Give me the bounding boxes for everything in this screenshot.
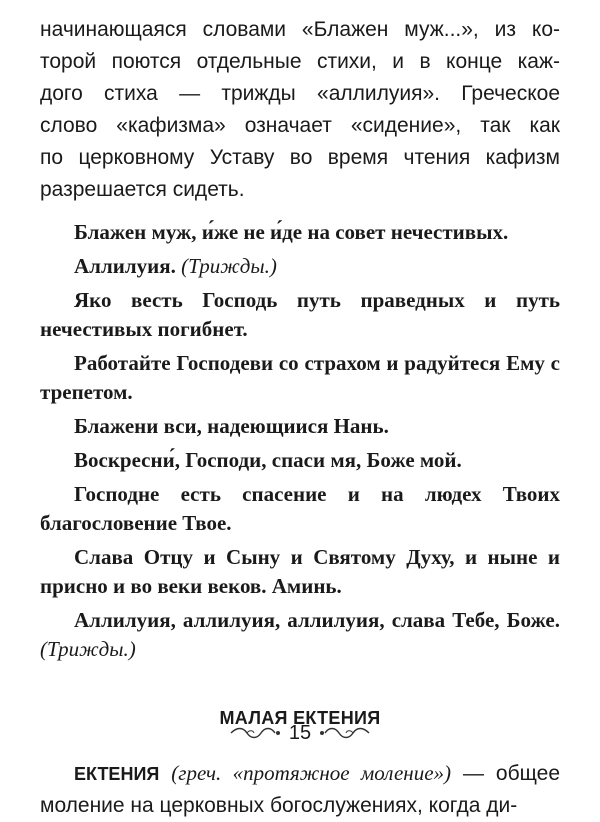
right-ornament-icon <box>319 726 371 740</box>
verse-text: Слава Отцу и Сыну и Святому Духу, и ныне и присно и во веки веков. Аминь. <box>40 545 560 598</box>
page-footer <box>0 720 600 746</box>
definition-text: — общее моление на церковных богослужениях, когда ди- <box>40 762 560 817</box>
verse <box>40 446 560 475</box>
verse <box>40 286 560 344</box>
intro-paragraph <box>40 14 560 206</box>
page-number: 15 <box>288 721 312 744</box>
verse-rubric: (Трижды.) <box>40 637 136 661</box>
verse <box>40 606 560 664</box>
verse <box>40 480 560 538</box>
verse <box>40 412 560 441</box>
verse <box>40 543 560 601</box>
verse-text: Блажен муж, и́же не и́де на совет нечестивых. <box>74 220 509 244</box>
verse-text: Воскресни́, Господи, спаси мя, Боже мой. <box>74 448 462 472</box>
verse-text: Блажени вси, надеющиися Нань. <box>74 414 389 438</box>
verse-text: Господне есть спасение и на людех Твоих благословение Твое. <box>40 482 560 535</box>
left-ornament-icon <box>229 726 281 740</box>
verse-text: Аллилуия, аллилуия, аллилуия, слава Тебе, Боже. <box>74 608 560 632</box>
verse <box>40 349 560 407</box>
verse-text: Яко весть Господь путь праведных и путь нечестивых погибнет. <box>40 288 560 341</box>
intro-line: по церковному Уставу во время чтения кафизм <box>40 146 560 169</box>
intro-line: слово «кафизма» означает «сидение», так как <box>40 114 560 137</box>
section-title: МАЛАЯ ЕКТЕНИЯ <box>219 708 381 728</box>
book-page <box>40 14 560 822</box>
verse-text: Работайте Господеви со страхом и радуйтеся Ему с трепетом. <box>40 351 560 404</box>
intro-line: дого стиха — трижды «аллилуия». Греческое <box>40 82 560 105</box>
verse-text: Аллилуия. <box>74 254 176 278</box>
definition-gloss: (греч. «протяжное моление») <box>171 761 452 785</box>
intro-line: начинающаяся словами «Блажен муж...», из ко- <box>40 18 560 41</box>
verse <box>40 252 560 281</box>
verse <box>40 218 560 247</box>
definition-paragraph <box>40 757 560 822</box>
intro-line: разрешается сидеть. <box>40 178 245 201</box>
intro-line: торой поются отдельные стихи, и в конце каж- <box>40 50 560 73</box>
verse-rubric: (Трижды.) <box>181 254 277 278</box>
psalm-verses <box>40 218 560 664</box>
definition-term: ЕКТЕНИЯ <box>74 764 160 784</box>
